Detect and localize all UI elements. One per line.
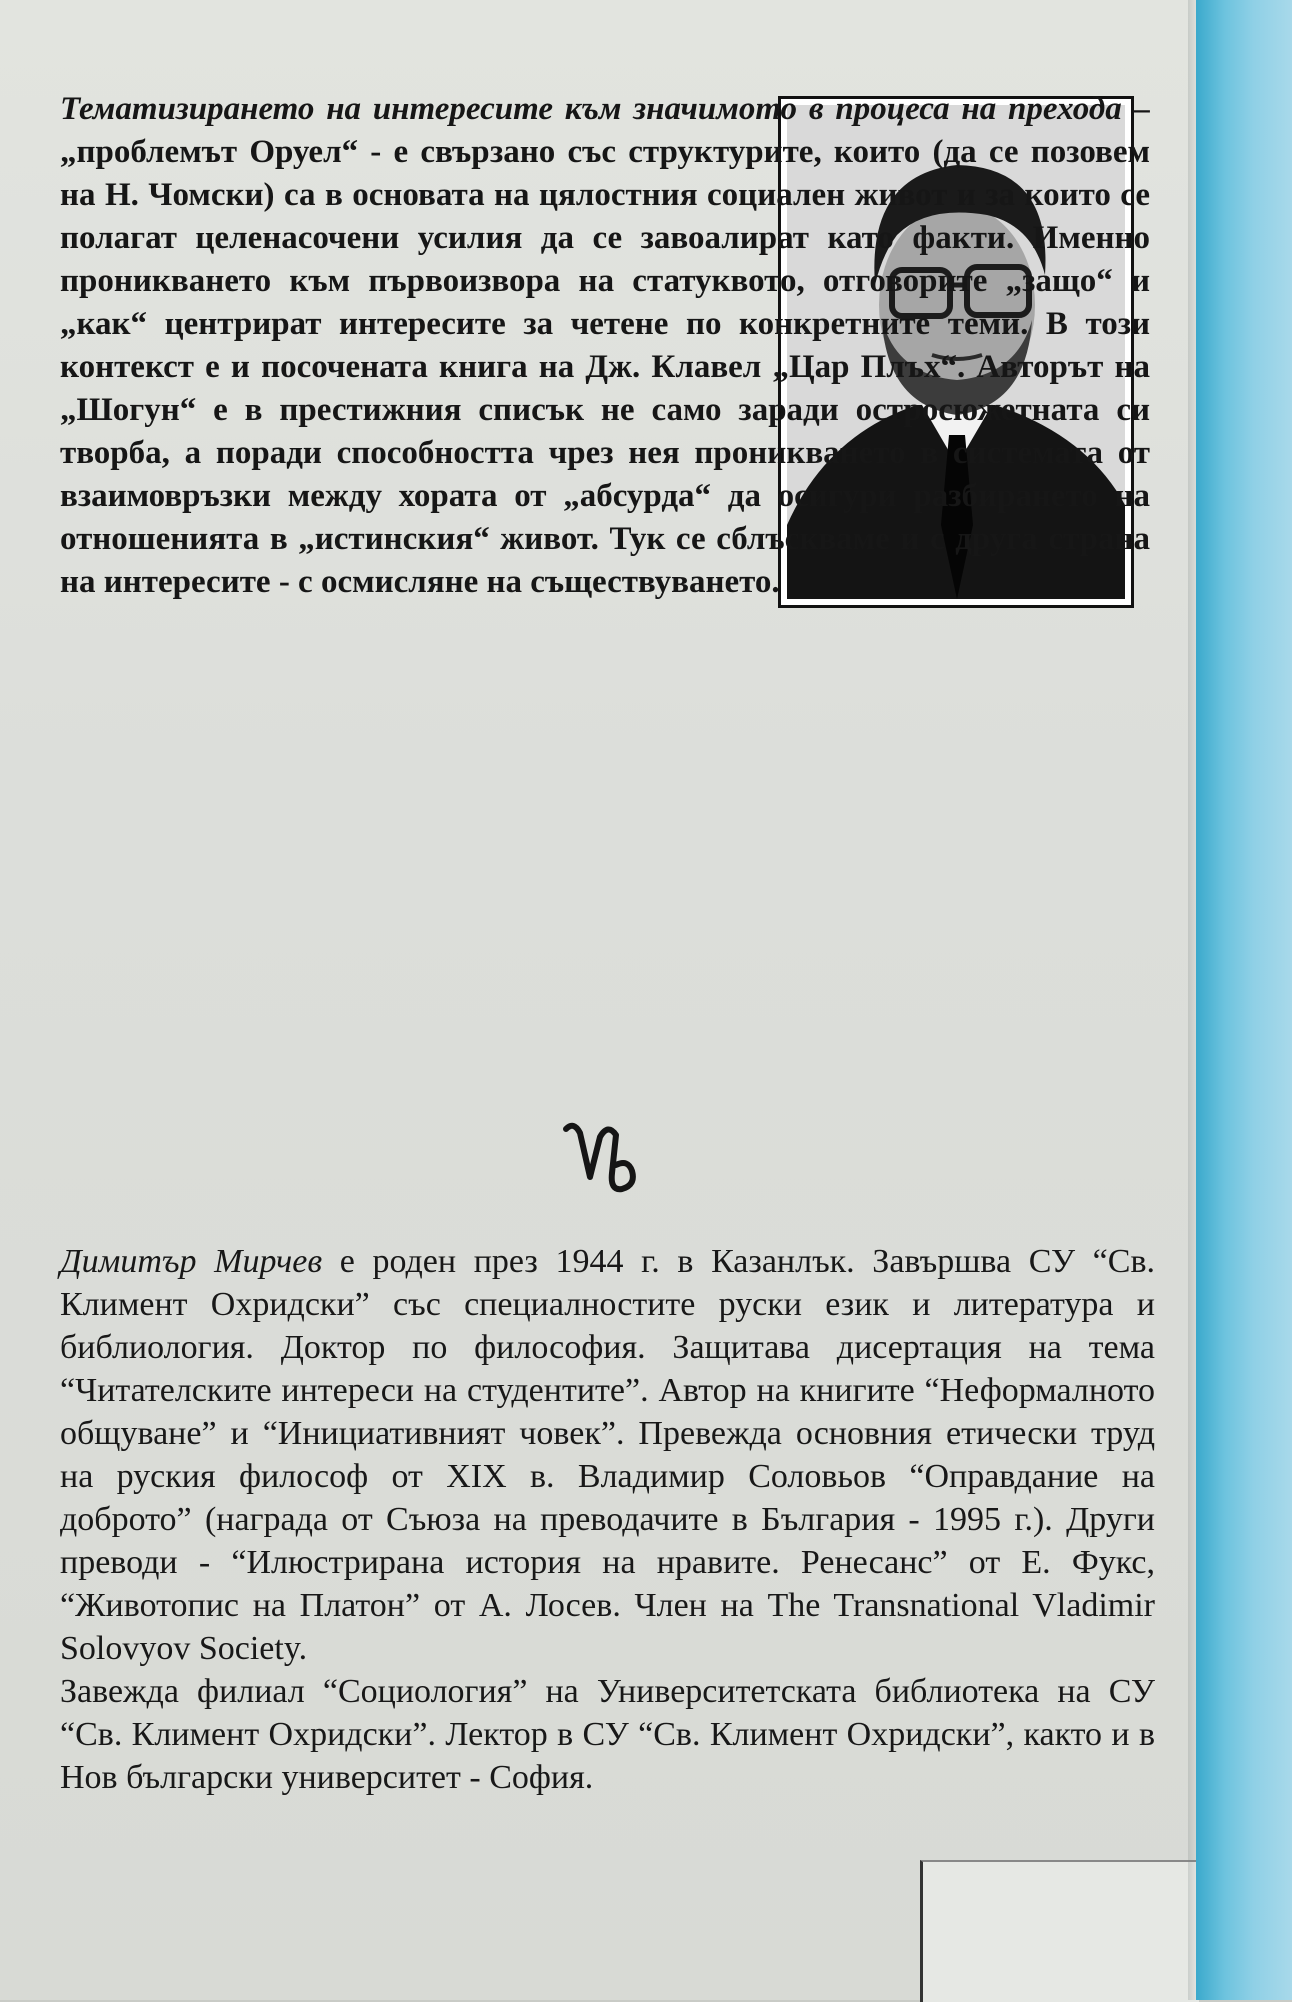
blurb-text — [60, 88, 1150, 604]
bio-paragraph-2: Завежда филиал “Социология” на Университетската библиотека на СУ “Св. Климент Охридски”. Лектор в СУ “Св. Климент Охридски”, както и в Нов български университет - София. — [60, 1673, 1155, 1796]
blurb-intro: Тематизирането на интересите към значимото в процеса на прехода – — [60, 91, 1150, 127]
bio-paragraph-1 — [60, 1240, 1155, 1670]
barcode-sticker-area — [920, 1860, 1199, 2002]
book-spine — [1196, 0, 1292, 2000]
blurb-body: - е свързано със структурите, които (да се позовем на Н. Чомски) са в основата на цялостния социален живот и за които се полагат целенасочени усилия да се завоалират като факти. Именно проникването към първоизвора на статуквото, отговорите „защо“ и „как“ центрират интересите за четене по конкретните теми. В този контекст е и посочената книга на Дж. Клавел „Цар Плъх“. Авторът на „Шогун“ е в престижния списък не само заради остросюжетната си творба, а поради способността чрез нея проникването в системата от взаимовръзки между хората от „абсурда“ да осигури разбирането на отношенията в „истинския“ живот. Тук се сблъскваме и с друга страна на интересите - с осмисляне на съществуването. — [60, 134, 1150, 600]
capricorn-icon — [560, 1115, 640, 1205]
author-name: Димитър Мирчев — [60, 1243, 323, 1280]
bio-text-1: е роден през 1944 г. в Казанлък. Завършва СУ “Св. Климент Охридски” със специалностите руски език и литература и библиология. Доктор по философия. Защитава дисертация на тема “Читателските интереси на студентите”. Автор на книгите “Неформалното общуване” и “Инициативният човек”. Превежда основния етически труд на руския философ от XIX в. Владимир Соловьов “Оправдание на доброто” (награда от Съюза на преводачите в България - 1995 г.). Други преводи - “Илюстрирана история на нравите. Ренесанс” от Е. Фукс, “Животопис на Платон” от А. Лосев. Член на The Transnational Vladimir Solovyov Society. — [60, 1243, 1155, 1667]
blurb-quoted-term: „проблемът Оруел“ — [60, 134, 359, 170]
author-bio — [60, 1240, 1155, 1799]
